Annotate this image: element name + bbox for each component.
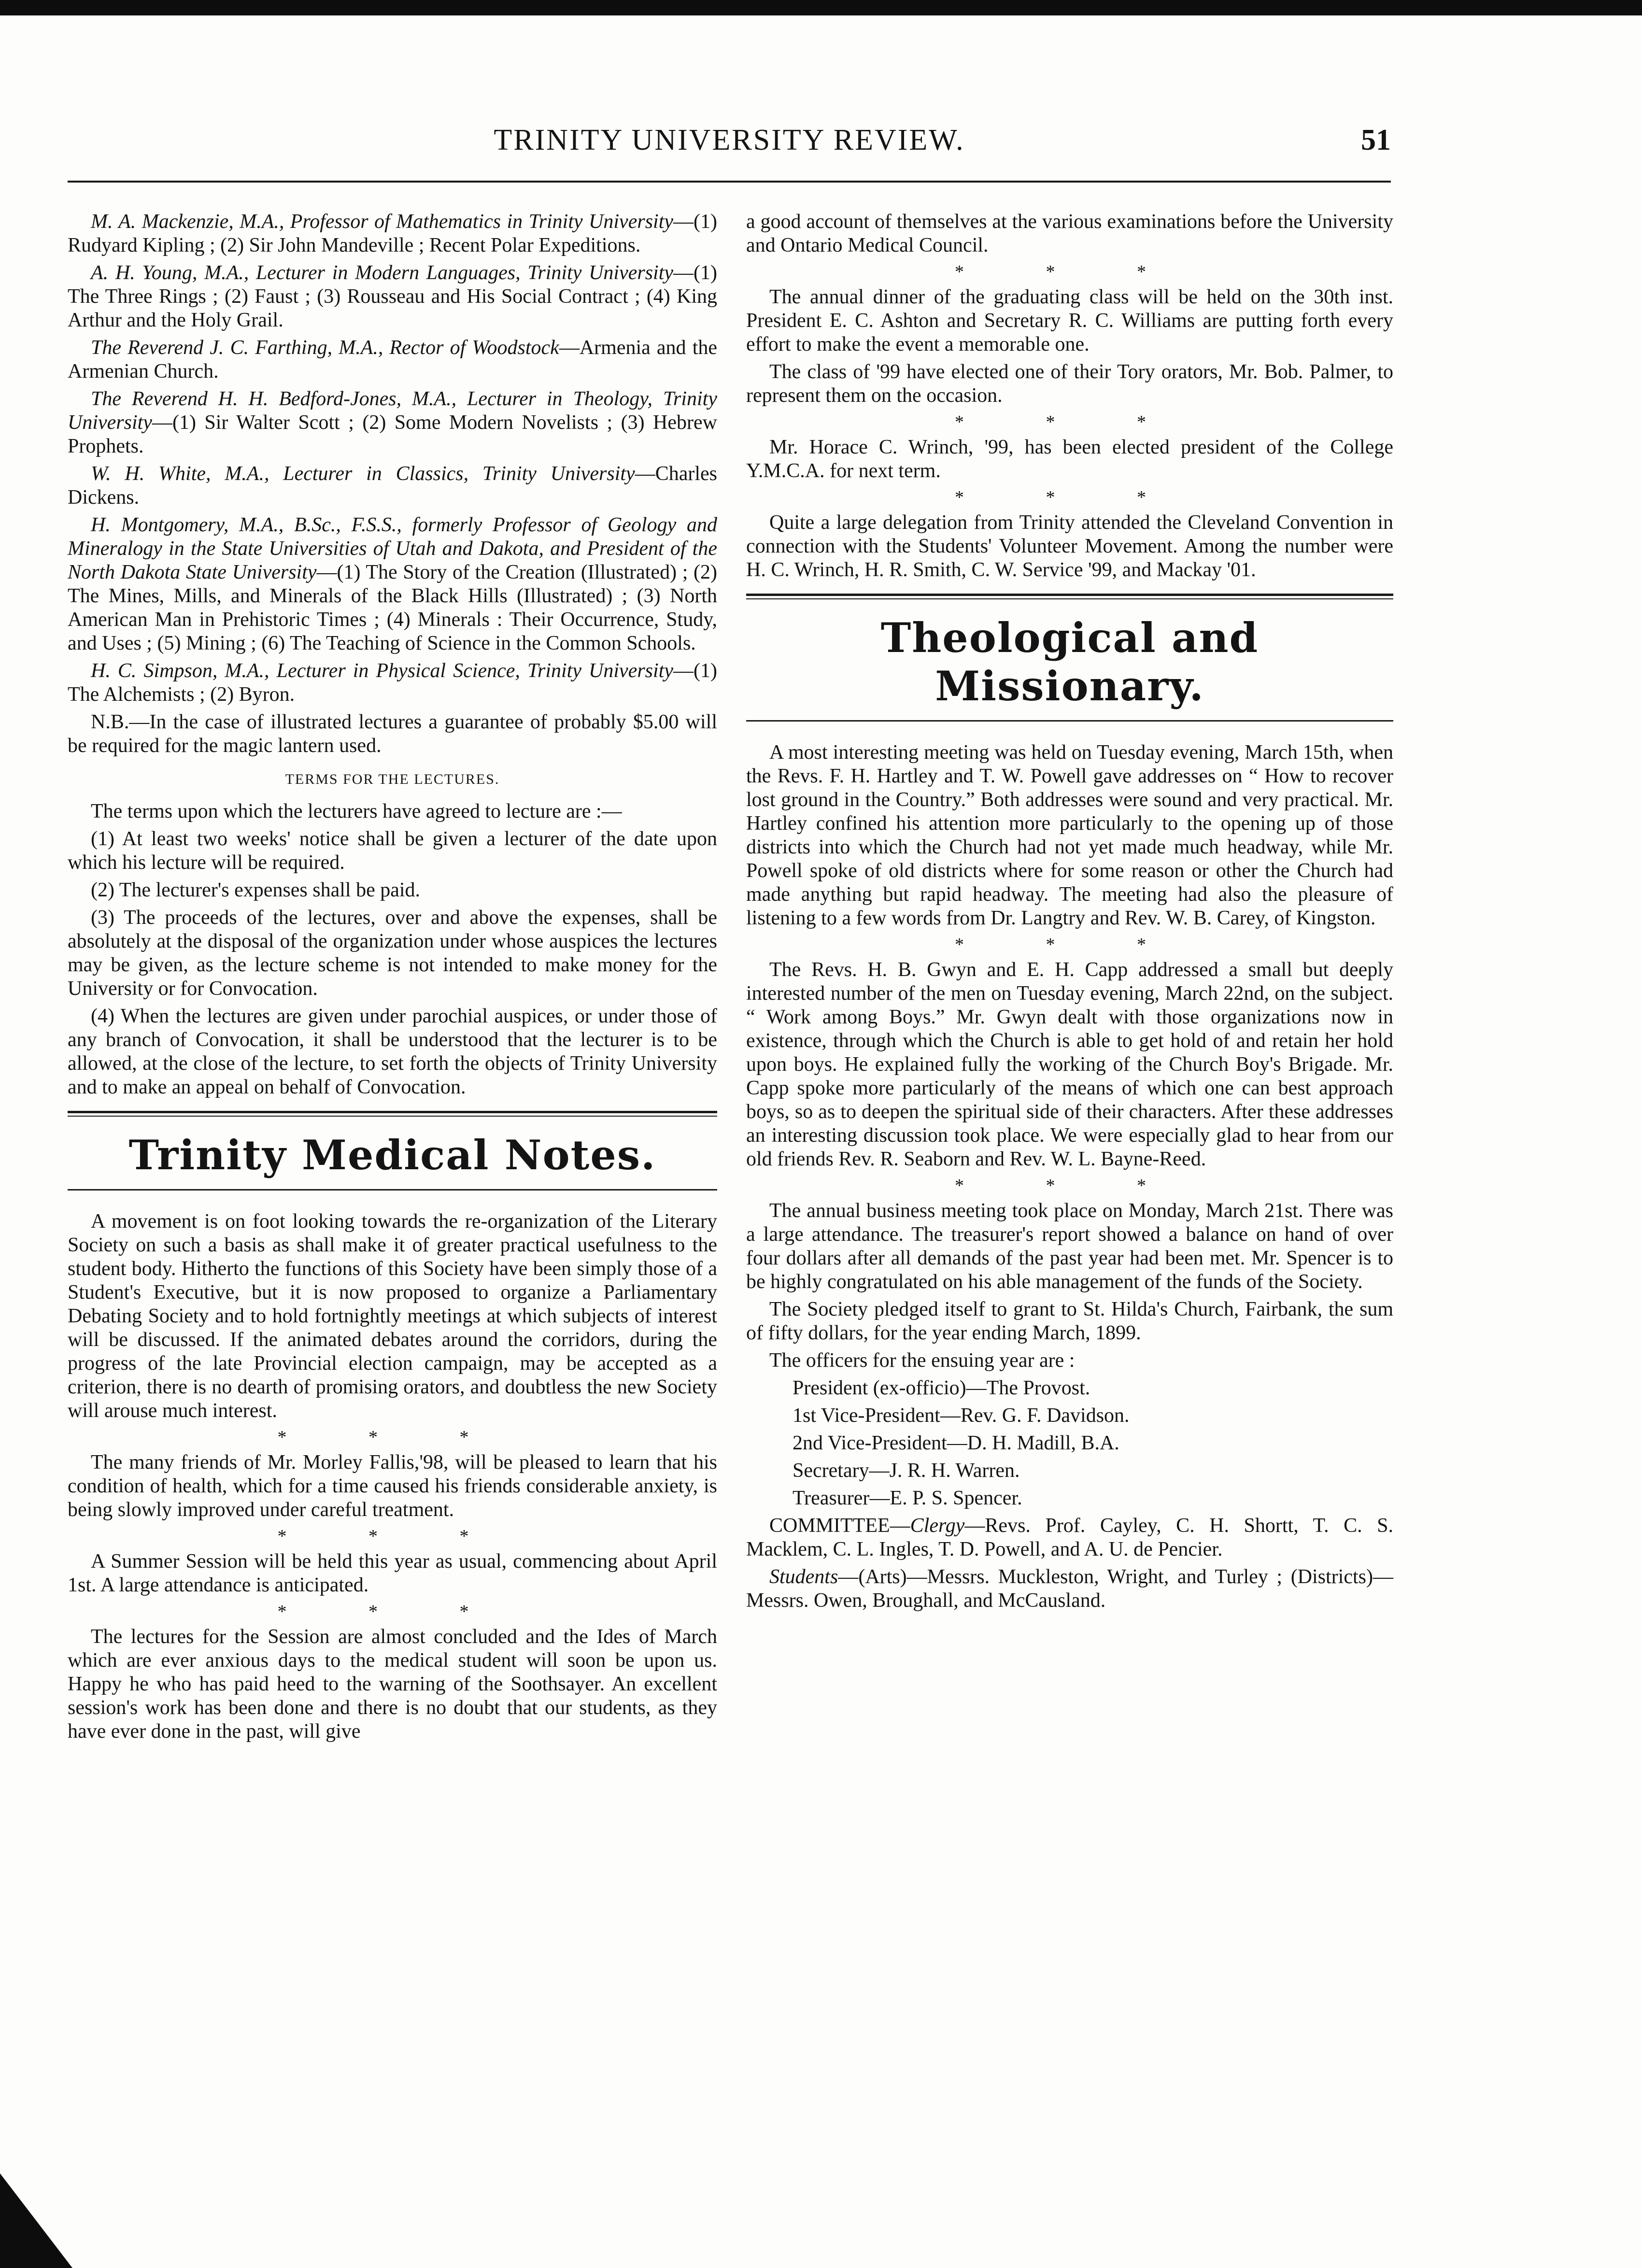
separator-stars: * * *	[955, 935, 1185, 955]
lecture-topics: —Armenia and the Armenian Church.	[68, 337, 717, 383]
separator-stars: * * *	[955, 412, 1185, 432]
lecture-entry	[68, 210, 717, 257]
terms-item: (3) The proceeds of the lectures, over and above the expenses, shall be absolutely at the disposal of the organization under whose auspices the lectures may be given, as the lecture scheme is not intended to make money for the University or for Convocation.	[68, 907, 717, 1000]
section-rule	[746, 720, 1393, 722]
lecture-topics: —(1) The Story of the Creation (Illustrated) ; (2) The Mines, Mills, and Minerals of the Black Hills (Illustrated) ; (3) North American Man in Prehistoric Times ; (4) Minerals : Their Occurrence, Study, and Uses ; (5) Mining ; (6) The Teaching of Science in the Common Schools.	[68, 561, 717, 654]
medical-paragraph-continued: a good account of themselves at the various examinations before the University and Ontario Medical Council.	[746, 211, 1393, 256]
student-members: —(Arts)—Messrs. Muckleston, Wright, and Turley ; (Districts)—Messrs. Owen, Broughall, and McCausland.	[746, 1566, 1393, 1612]
terms-intro: The terms upon which the lecturers have agreed to lecture are :—	[91, 800, 622, 822]
right-column	[746, 210, 1393, 1616]
lecturer-name: H. Montgomery, M.A., B.Sc., F.S.S., formerly Professor of Geology and Mineralogy in the State Universities of Utah and Dakota, and President of the North Dakota State University	[68, 514, 717, 583]
nb-note: N.B.—In the case of illustrated lectures a guarantee of probably $5.00 will be required for the magic lantern used.	[68, 711, 717, 757]
clergy-members: —Revs. Prof. Cayley, C. H. Shortt, T. C. S. Macklem, C. L. Ingles, T. D. Powell, and A. U. de Pencier.	[746, 1515, 1393, 1560]
medical-notes-title: Trinity Medical Notes.	[128, 1131, 656, 1179]
theological-paragraph: The Society pledged itself to grant to St. Hilda's Church, Fairbank, the sum of fifty dollars, for the year ending March, 1899.	[746, 1298, 1393, 1344]
lecture-entry	[68, 659, 717, 707]
medical-paragraph: The class of '99 have elected one of their Tory orators, Mr. Bob. Palmer, to represent them on the occasion.	[746, 361, 1393, 407]
medical-paragraph: A Summer Session will be held this year as usual, commencing about April 1st. A large attendance is anticipated.	[68, 1550, 717, 1596]
header-title: TRINITY UNIVERSITY REVIEW.	[494, 124, 965, 156]
theological-title: Theological and Missionary.	[880, 614, 1259, 710]
officer-line: Treasurer—E. P. S. Spencer.	[793, 1487, 1022, 1509]
officer-line: Secretary—J. R. H. Warren.	[793, 1460, 1020, 1482]
lecture-topics: —Charles Dickens.	[68, 463, 717, 509]
medical-paragraph: The lectures for the Session are almost concluded and the Ides of March which are ever anxious days to the medical student will soon be upon us. Happy he who has paid heed to the warning of the Soothsayer. An excellent session's work has been done and there is no doubt that our students, as they have ever done in the past, will give	[68, 1626, 717, 1743]
header-rule	[68, 181, 1391, 183]
officer-line: 2nd Vice-President—D. H. Madill, B.A.	[793, 1432, 1119, 1454]
lecture-entry	[68, 336, 717, 383]
separator-stars: * * *	[955, 487, 1185, 508]
lecturer-name: The Reverend J. C. Farthing, M.A., Rector of Woodstock	[91, 337, 559, 359]
committee-students	[746, 1565, 1393, 1613]
theological-paragraph: A most interesting meeting was held on Tuesday evening, March 15th, when the Revs. F. H. Hartley and T. W. Powell gave addresses on “ How to recover lost ground in the Country.” Both addresses were sound and very practical. Mr. Hartley confined his attention more particularly to the opening up of those districts into which the Church had not yet made much headway, while Mr. Powell spoke of old districts where for some reason or other the Church had made anything but rapid headway. The meeting had also the pleasure of listening to a few words from Dr. Langtry and Rev. W. B. Carey, of Kingston.	[746, 741, 1393, 929]
theological-paragraph: The officers for the ensuing year are :	[769, 1349, 1075, 1372]
section-rule	[746, 594, 1393, 599]
terms-item: (4) When the lectures are given under parochial auspices, or under those of any branch of Convocation, it shall be understood that the lecturer is to be allowed, at the close of the lecture, to set forth the objects of Trinity University and to make an appeal on behalf of Convocation.	[68, 1005, 717, 1098]
lecturer-name: M. A. Mackenzie, M.A., Professor of Mathematics in Trinity University	[91, 211, 674, 233]
lecturer-name: The Reverend H. H. Bedford-Jones, M.A., Lecturer in Theology, Trinity University	[68, 388, 717, 434]
running-head	[68, 123, 1391, 181]
officer-line: 1st Vice-President—Rev. G. F. Davidson.	[793, 1404, 1130, 1427]
separator-stars: * * *	[955, 1176, 1185, 1196]
clergy-label: Clergy	[910, 1515, 965, 1537]
left-column	[68, 210, 717, 1747]
theological-paragraph: The annual business meeting took place on Monday, March 21st. There was a large attendance. The treasurer's report showed a balance on hand of over four dollars after all demands of the past year had been met. Mr. Spencer is to be highly congratulated on his able management of the funds of the Society.	[746, 1200, 1393, 1293]
lecture-entry	[68, 513, 717, 655]
terms-heading: TERMS FOR THE LECTURES.	[285, 771, 500, 787]
terms-item: (2) The lecturer's expenses shall be paid.	[91, 879, 421, 901]
lecture-topics: —(1) The Three Rings ; (2) Faust ; (3) Rousseau and His Social Contract ; (4) King Arthur and the Holy Grail.	[68, 262, 717, 331]
section-rule	[68, 1111, 717, 1117]
lecturer-name: W. H. White, M.A., Lecturer in Classics, Trinity University	[91, 463, 635, 485]
lecture-topics: —(1) Rudyard Kipling ; (2) Sir John Mandeville ; Recent Polar Expeditions.	[68, 211, 717, 256]
medical-paragraph: A movement is on foot looking towards the re-organization of the Literary Society on such a basis as shall make it of greater practical usefulness to the student body. Hitherto the functions of this Society have been simply those of a Student's Executive, but it is now proposed to organize a Parliamentary Debating Society and to hold fortnightly meetings at which subjects of interest will be discussed. If the animated debates around the corridors, during the progress of the late Provincial election campaign, may be accepted as a criterion, there is no dearth of promising orators, and doubtless the new Society will arouse much interest.	[68, 1210, 717, 1422]
lecture-entry	[68, 462, 717, 510]
committee-label: COMMITTEE	[769, 1515, 890, 1537]
terms-item: (1) At least two weeks' notice shall be given a lecturer of the date upon which his lecture will be required.	[68, 828, 717, 874]
lecture-topics: —(1) The Alchemists ; (2) Byron.	[68, 660, 717, 706]
lecturer-name: A. H. Young, M.A., Lecturer in Modern Languages, Trinity University	[91, 262, 674, 284]
page-number: 51	[1361, 124, 1391, 156]
section-rule	[68, 1189, 717, 1191]
separator-stars: * * *	[277, 1427, 508, 1447]
separator-stars: * * *	[277, 1602, 508, 1622]
separator-stars: * * *	[955, 262, 1185, 282]
committee-clergy: COMMITTEE—Clergy—Revs. Prof. Cayley, C. H. Shortt, T. C. S. Macklem, C. L. Ingles, T. D. Powell, and A. U. de Pencier.	[746, 1515, 1393, 1560]
lecture-entry	[68, 387, 717, 458]
lecture-topics: —(1) Sir Walter Scott ; (2) Some Modern Novelists ; (3) Hebrew Prophets.	[68, 411, 717, 457]
medical-paragraph: The many friends of Mr. Morley Fallis,'98, will be pleased to learn that his condition of health, which for a time caused his friends considerable anxiety, is being slowly improved under careful treatment.	[68, 1451, 717, 1521]
lecturer-name: H. C. Simpson, M.A., Lecturer in Physical Science, Trinity University	[91, 660, 674, 682]
medical-paragraph: Quite a large delegation from Trinity attended the Cleveland Convention in connection with the Students' Volunteer Movement. Among the number were H. C. Wrinch, H. R. Smith, C. W. Service '99, and Mackay '01.	[746, 511, 1393, 581]
lecture-entry	[68, 261, 717, 332]
medical-paragraph: Mr. Horace C. Wrinch, '99, has been elected president of the College Y.M.C.A. for next term.	[746, 436, 1393, 482]
scan-border-top	[0, 0, 1642, 15]
officer-line: President (ex-officio)—The Provost.	[793, 1377, 1090, 1399]
scan-corner-shadow	[0, 2173, 72, 2268]
students-label: Students	[769, 1566, 838, 1588]
theological-paragraph: The Revs. H. B. Gwyn and E. H. Capp addressed a small but deeply interested number of the men on Tuesday evening, March 22nd, on the subject. “ Work among Boys.” Mr. Gwyn dealt with those organizations now in existence, through which the Church is able to get hold of and retain her hold upon boys. He explained fully the working of the Church Boy's Brigade. Mr. Capp spoke more particularly of the means of which one can best approach boys, so as to deepen the spiritual side of their characters. After these addresses an interesting discussion took place. We were especially glad to hear from our old friends Rev. R. Seaborn and Rev. W. L. Bayne-Reed.	[746, 959, 1393, 1170]
medical-paragraph: The annual dinner of the graduating class will be held on the 30th inst. President E. C. Ashton and Secretary R. C. Williams are putting forth every effort to make the event a memorable one.	[746, 286, 1393, 355]
separator-stars: * * *	[277, 1526, 508, 1546]
